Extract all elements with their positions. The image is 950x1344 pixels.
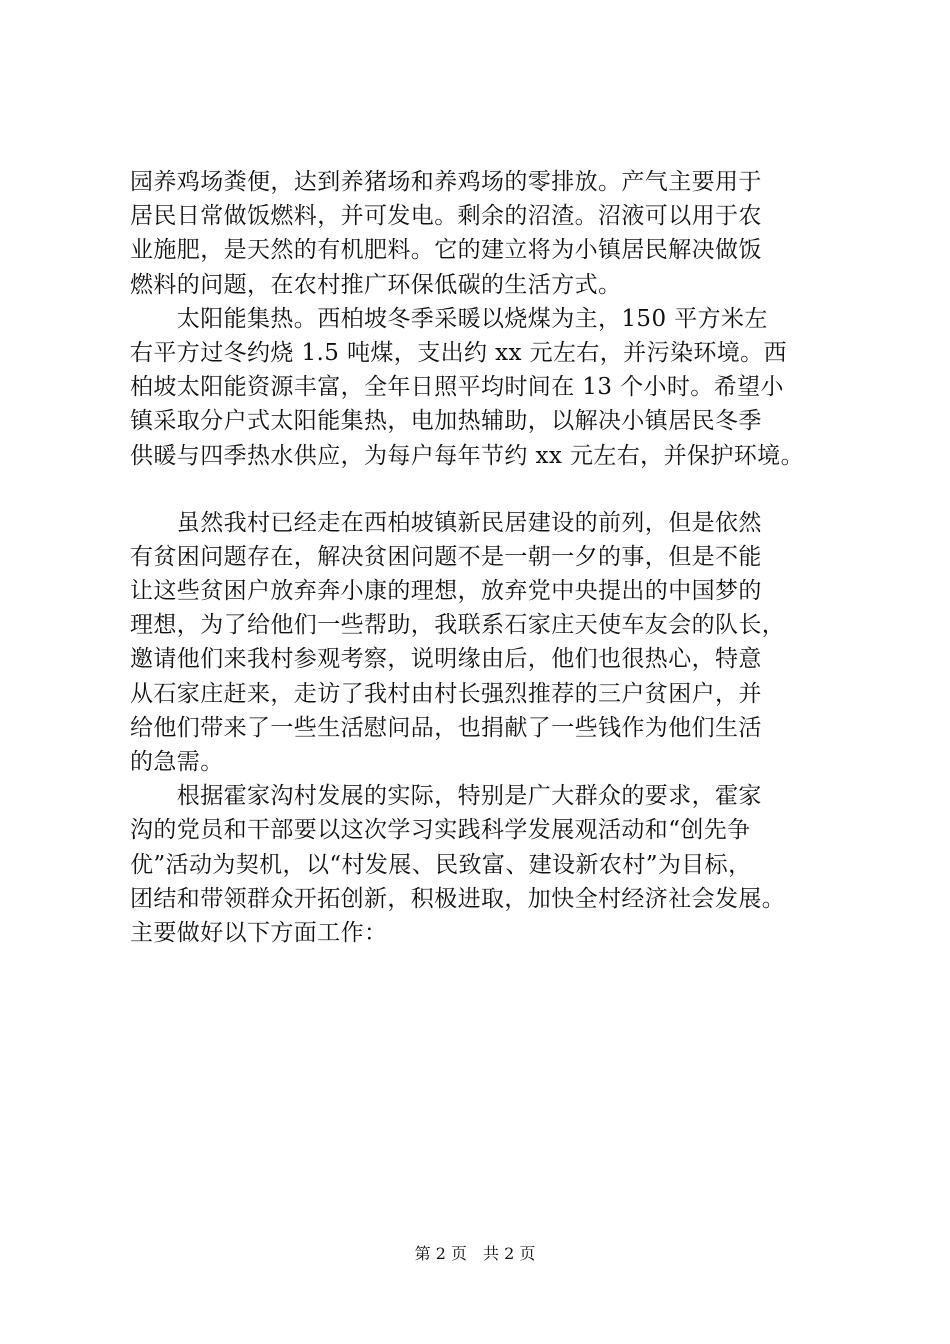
text-line: 沟的党员和干部要以这次学习实践科学发展观活动和“创先争 xyxy=(130,817,751,844)
text-line: 右平方过冬约烧 1.5 吨煤，支出约 xx 元左右，并污染环境。西 xyxy=(130,339,787,366)
text-line: 园养鸡场粪便，达到养猪场和养鸡场的零排放。产气主要用于 xyxy=(130,169,762,195)
text-line: 的急需。 xyxy=(130,749,224,775)
text-line: 居民日常做饭燃料，并可发电。剩余的沼渣。沼液可以用于农 xyxy=(130,203,762,230)
text-line: 邀请他们来我村参观考察，说明缘由后，他们也很热心，特意 xyxy=(130,646,762,673)
text-line: 根据霍家沟村发展的实际，特别是广大群众的要求，霍家 xyxy=(130,783,762,810)
text-line: 优”活动为契机，以“村发展、民致富、建设新农村”为目标， xyxy=(130,851,752,878)
text-line: 燃料的问题，在农村推广环保低碳的生活方式。 xyxy=(130,271,622,298)
text-line: 镇采取分户式太阳能集热，电加热辅助，以解决小镇居民冬季 xyxy=(130,408,762,435)
text-line: 柏坡太阳能资源丰富，全年日照平均时间在 13 个小时。希望小 xyxy=(130,374,784,401)
text-line: 虽然我村已经走在西柏坡镇新民居建设的前列，但是依然 xyxy=(130,509,762,536)
text-line: 理想，为了给他们一些帮助，我联系石家庄天使车友会的队长， xyxy=(130,612,786,639)
text-line: 供暖与四季热水供应，为每户每年节约 xx 元左右，并保护环境。 xyxy=(130,442,804,469)
text-line: 给他们带来了一些生活慰问品，也捐献了一些钱作为他们生活 xyxy=(130,714,762,741)
paragraph-gap xyxy=(130,473,830,506)
text-line: 团结和带领群众开拓创新，积极进取，加快全村经济社会发展。 xyxy=(130,885,786,912)
document-body xyxy=(130,165,830,950)
text-line: 业施肥，是天然的有机肥料。它的建立将为小镇居民解决做饭 xyxy=(130,237,762,264)
text-line: 让这些贫困户放弃奔小康的理想，放弃党中央提出的中国梦的 xyxy=(130,578,762,605)
text-line: 从石家庄赶来，走访了我村由村长强烈推荐的三户贫困户，并 xyxy=(130,680,762,707)
text-line: 主要做好以下方面工作： xyxy=(130,919,388,946)
text-line: 有贫困问题存在，解决贫困问题不是一朝一夕的事，但是不能 xyxy=(130,543,762,570)
page-number-footer: 第 2 页 共 2 页 xyxy=(414,1244,536,1263)
text-line: 太阳能集热。西柏坡冬季采暖以烧煤为主，150 平方米左 xyxy=(130,305,768,332)
